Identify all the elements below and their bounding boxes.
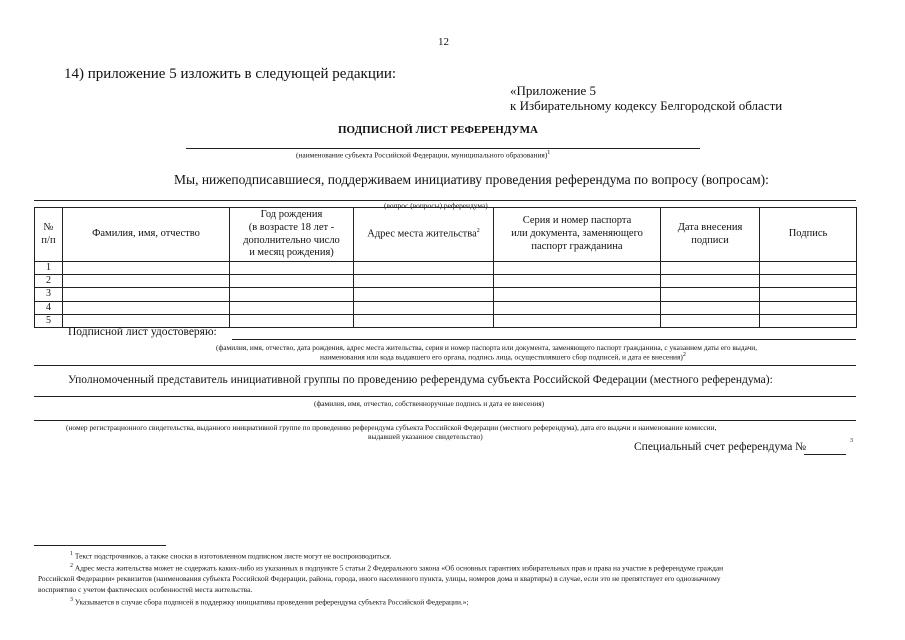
footnote-ref-1: 1 <box>547 150 551 156</box>
signature-table <box>34 207 857 328</box>
col-number-header: № п/п <box>35 208 63 262</box>
cell-fullname[interactable] <box>63 288 230 301</box>
footnote-2: $^2$ Адрес места жительства может не содержать каких-либо из указанных в подпункте 5 статьи 2 Федерального закона «Об основных гарантиях избирательных прав и права на участие в референдуме граждан <box>70 563 724 573</box>
col-date-header: Дата внесения подписи <box>661 208 760 262</box>
footnote-ref-2: 2 <box>682 352 686 358</box>
special-account-line <box>804 454 846 455</box>
footnote-2-cont-1: Российской Федерации» реквизитов (наименования субъекта Российской Федерации, района, города, иного населенного пункта, улицы, номеров дома и квартиры) в случае, если это не препятствует его однозначному <box>38 574 721 583</box>
representative-label: Уполномоченный представитель инициативной группы по проведению референдума субъекта Российской Федерации (местного референдума): <box>68 374 773 386</box>
row-number: 4 <box>35 301 63 314</box>
table-row <box>35 262 857 275</box>
cell-date[interactable] <box>661 262 760 275</box>
cell-fullname[interactable] <box>63 275 230 288</box>
cell-date[interactable] <box>661 275 760 288</box>
col-fullname-header: Фамилия, имя, отчество <box>63 208 230 262</box>
cell-passport[interactable] <box>494 301 661 314</box>
table-header-row <box>35 208 857 262</box>
cell-signature[interactable] <box>760 288 857 301</box>
cell-birth-year[interactable] <box>230 275 354 288</box>
table-row <box>35 301 857 314</box>
cell-fullname[interactable] <box>63 262 230 275</box>
row-number: 3 <box>35 288 63 301</box>
certify-line <box>232 339 856 340</box>
cell-passport[interactable] <box>494 314 661 327</box>
registration-caption-2: выдавшей указанное свидетельство) <box>368 432 483 441</box>
footnote-ref-3: 3 <box>850 438 853 444</box>
footnote-1: $^1$ Текст подстрочников, а также сноски в изготовленном подписном листе могут не воспроизводиться. <box>70 551 392 561</box>
representative-line <box>34 396 856 397</box>
footnote-2-cont-2: восприятию с учетом фактических особенностей места жительства. <box>38 585 253 594</box>
col-signature-header: Подпись <box>760 208 857 262</box>
question-caption: (вопрос (вопросы) референдума) <box>384 201 488 210</box>
cell-address[interactable] <box>354 301 494 314</box>
appendix-line-1: «Приложение 5 <box>510 83 597 98</box>
col-birth-year-header: Год рождения (в возрасте 18 лет - дополнительно число и месяц рождения) <box>230 208 354 262</box>
cell-date[interactable] <box>661 301 760 314</box>
certify-caption-1: (фамилия, имя, отчество, дата рождения, адрес места жительства, серия и номер паспорта или документа, заменяющего паспорт гражданина, с указанием даты его выдачи, <box>216 343 758 352</box>
amendment-intro: 14) приложение 5 изложить в следующей редакции: <box>64 66 397 82</box>
support-statement: Мы, нижеподписавшиеся, поддерживаем инициативу проведения референдума по вопросу (вопросам): <box>174 172 769 187</box>
cell-signature[interactable] <box>760 314 857 327</box>
certify-label: Подписной лист удостоверяю: <box>68 326 217 338</box>
separator-line <box>34 365 856 366</box>
footnote-separator <box>34 545 166 546</box>
row-number: 5 <box>35 314 63 327</box>
subject-caption: (наименование субъекта Российской Федерации, муниципального образования)$^1$ <box>296 150 551 160</box>
col-address-header: Адрес места жительства$^2$ <box>354 208 494 262</box>
registration-line <box>34 420 856 421</box>
form-title: ПОДПИСНОЙ ЛИСТ РЕФЕРЕНДУМА <box>338 124 538 136</box>
table-row <box>35 275 857 288</box>
cell-date[interactable] <box>661 288 760 301</box>
cell-birth-year[interactable] <box>230 301 354 314</box>
representative-caption: (фамилия, имя, отчество, собственноручные подпись и дата ее внесения) <box>314 399 545 408</box>
certify-caption-2: наименования или кода выдавшего его органа, подпись лица, осуществлявшего сбор подписей, и дата ее внесения)$^2$ <box>320 352 686 362</box>
cell-address[interactable] <box>354 275 494 288</box>
row-number: 1 <box>35 262 63 275</box>
cell-address[interactable] <box>354 288 494 301</box>
footnote-3: $^3$ Указывается в случае сбора подписей в поддержку инициативы проведения референдума субъекта Российской Федерации.»; <box>70 597 469 607</box>
cell-passport[interactable] <box>494 262 661 275</box>
page-number: 12 <box>438 36 449 48</box>
cell-address[interactable] <box>354 314 494 327</box>
cell-signature[interactable] <box>760 301 857 314</box>
special-account-label: Специальный счет референдума № <box>634 441 807 453</box>
cell-birth-year[interactable] <box>230 262 354 275</box>
col-passport-header: Серия и номер паспорта или документа, заменяющего паспорт гражданина <box>494 208 661 262</box>
cell-passport[interactable] <box>494 288 661 301</box>
cell-passport[interactable] <box>494 275 661 288</box>
cell-birth-year[interactable] <box>230 288 354 301</box>
cell-fullname[interactable] <box>63 301 230 314</box>
cell-date[interactable] <box>661 314 760 327</box>
cell-address[interactable] <box>354 262 494 275</box>
subject-line <box>186 148 700 149</box>
cell-signature[interactable] <box>760 262 857 275</box>
row-number: 2 <box>35 275 63 288</box>
appendix-line-2: к Избирательному кодексу Белгородской области <box>510 98 783 113</box>
cell-signature[interactable] <box>760 275 857 288</box>
cell-birth-year[interactable] <box>230 314 354 327</box>
table-row <box>35 288 857 301</box>
registration-caption-1: (номер регистрационного свидетельства, выданного инициативной группе по проведению референдума субъекта Российской Федерации (местного референдума), дата его выдачи и наименование комиссии, <box>66 423 717 432</box>
